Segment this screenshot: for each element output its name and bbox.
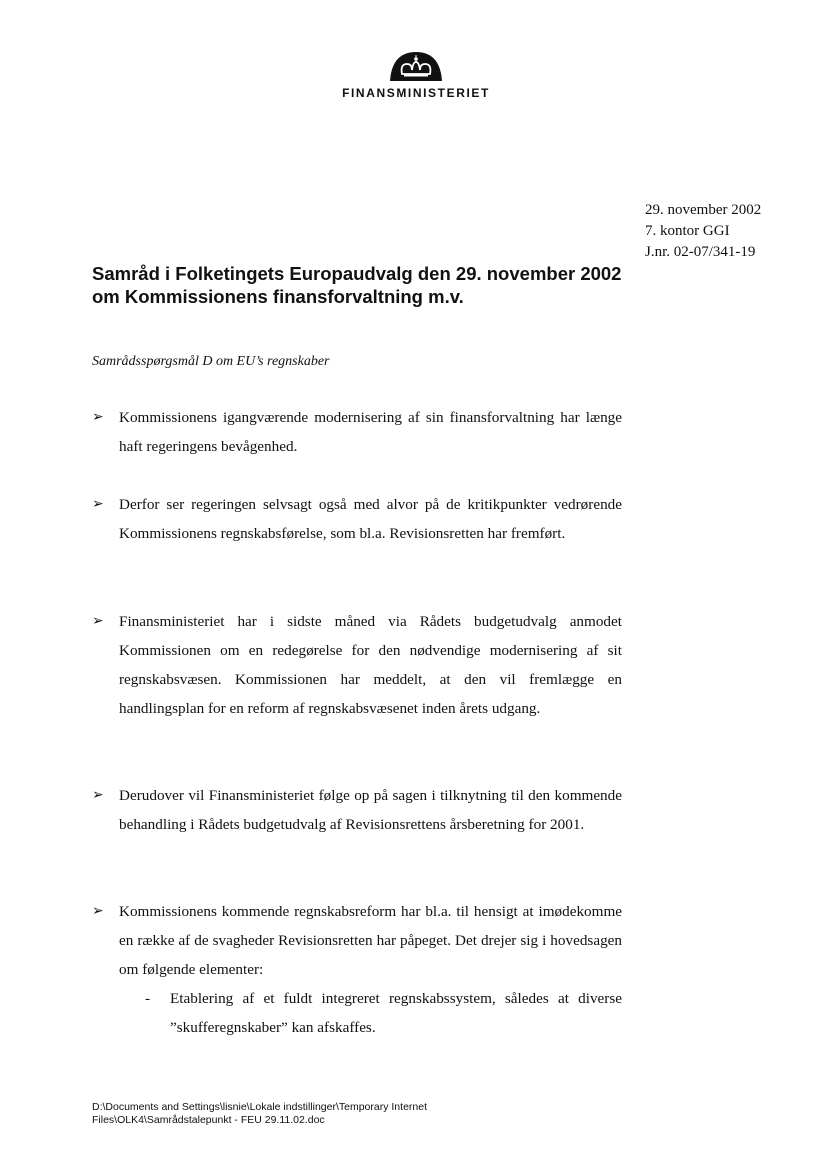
document-office: 7. kontor GGI [645,223,730,239]
footer-path-line: D:\Documents and Settings\lisnie\Lokale indstillinger\Temporary Internet [92,1101,428,1113]
arrow-bullet-icon: ➢ [92,497,104,512]
document-subtitle: Samrådsspørgsmål D om EU’s regnskaber [92,354,330,369]
arrow-bullet-icon: ➢ [92,410,104,425]
arrow-bullet-icon: ➢ [92,904,104,919]
footer-path-line: Files\OLK4\Samrådstalepunkt - FEU 29.11.02.doc [92,1114,325,1126]
document-title: Samråd i Folketingets Europaudvalg den 29. november 2002 om Kommissionens finansforvaltning m.v. [92,263,622,307]
bullet-item [92,897,622,984]
bullet-item [92,607,622,723]
bullet-text: Derfor ser regeringen selvsagt også med alvor på de kritikpunkter vedrørende Kommissionens regnskabsførelse, som bl.a. Revisionsretten har fremført. [119,496,622,542]
arrow-bullet-icon: ➢ [92,788,104,803]
crown-icon [388,50,444,82]
arrow-bullet-icon: ➢ [92,614,104,629]
sub-list-item [145,984,622,1042]
document-journal-number: J.nr. 02-07/341-19 [645,244,756,260]
footer-file-path [92,1101,552,1127]
ministry-name: FINANSMINISTERIET [342,86,490,100]
document-meta [645,200,761,263]
bullet-text: Finansministeriet har i sidste måned via Rådets budgetudvalg anmodet Kommissionen om en redegørelse for den nødvendige modernisering af sit regnskabsvæsen. Kommissionen har meddelt, at den vil fremlægge en handlingsplan for en reform af regnskabsvæsenet inden årets udgang. [119,613,622,717]
sub-item-text: Etablering af et fuldt integreret regnskabssystem, således at diverse ”skufferegnskaber” kan afskaffes. [170,990,622,1036]
bullet-item [92,781,622,839]
bullet-item [92,490,622,548]
bullet-text: Derudover vil Finansministeriet følge op på sagen i tilknytning til den kommende behandling i Rådets budgetudvalg af Revisionsrettens årsberetning for 2001. [119,787,622,833]
dash-marker: - [145,990,151,1007]
bullet-item [92,403,622,461]
document-date: 29. november 2002 [645,202,762,218]
bullet-text: Kommissionens igangværende modernisering af sin finansforvaltning har længe haft regeringens bevågenhed. [119,409,622,455]
bullet-text: Kommissionens kommende regnskabsreform har bl.a. til hensigt at imødekomme en række af de svagheder Revisionsretten har påpeget. Det drejer sig i hovedsagen om følgende elementer: [119,903,622,978]
